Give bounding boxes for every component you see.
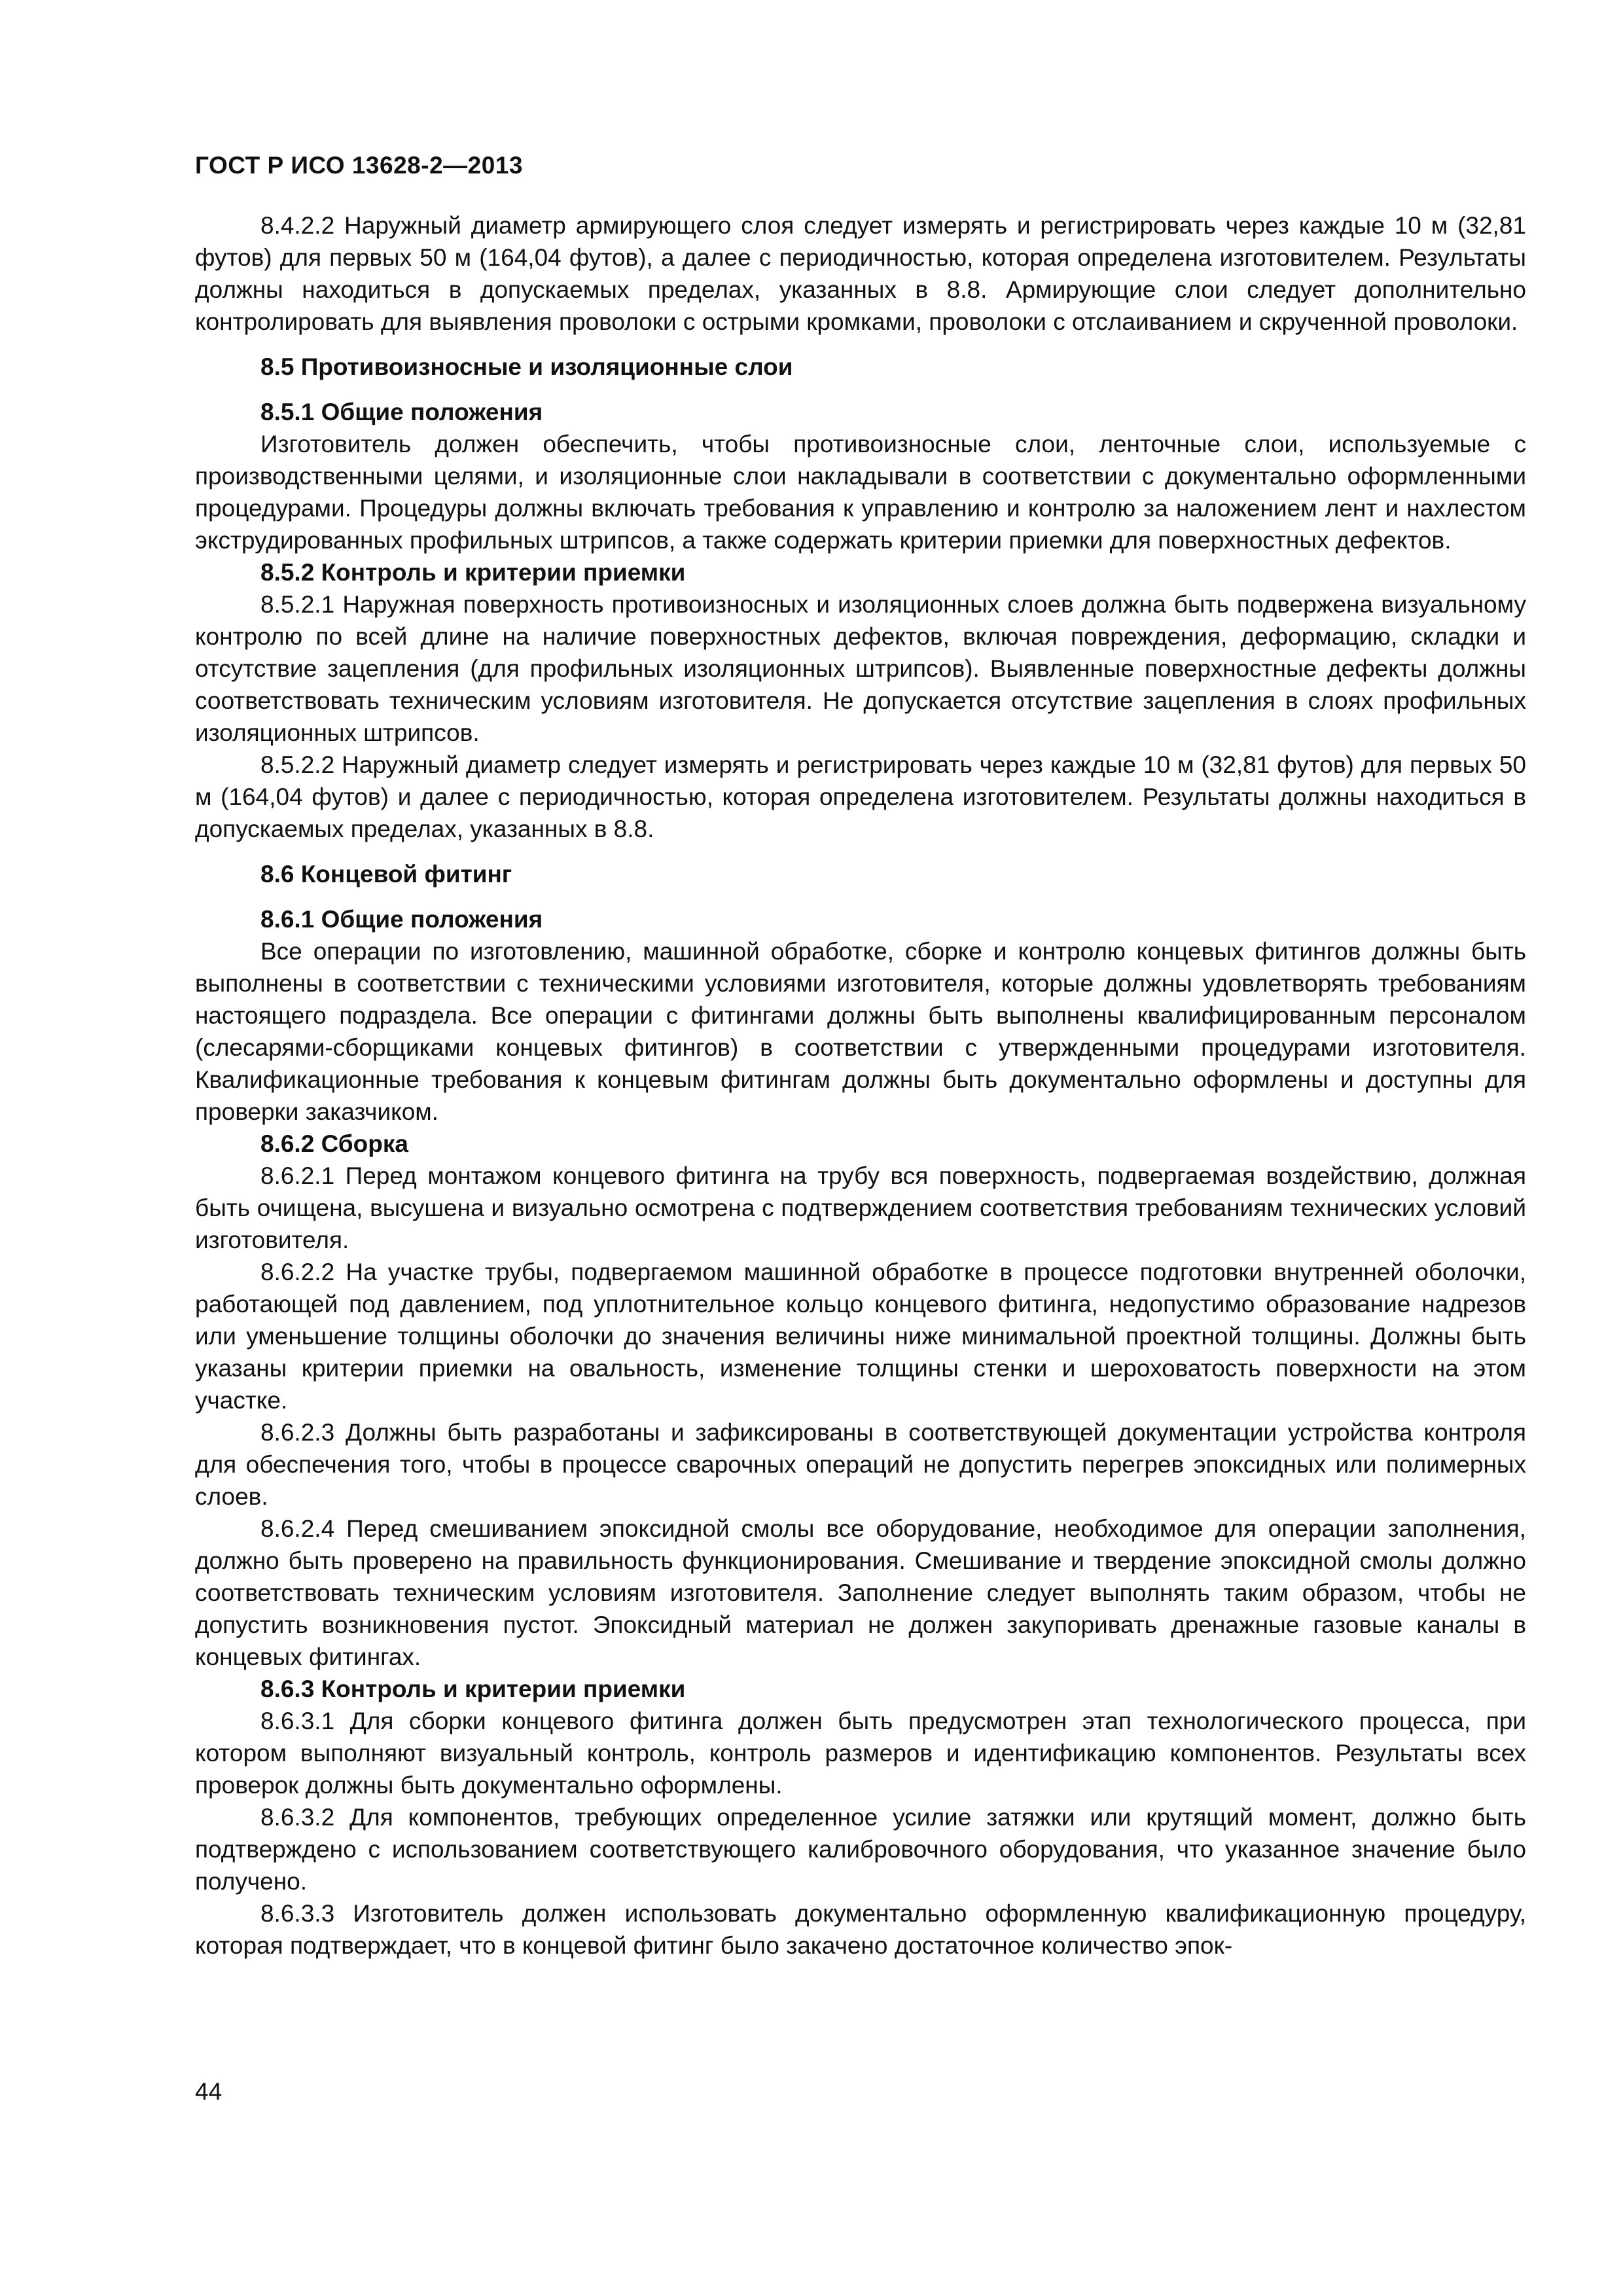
subsection-heading-8-5-2: 8.5.2 Контроль и критерии приемки: [260, 559, 686, 586]
paragraph-8-5-1: Изготовитель должен обеспечить, чтобы противоизносные слои, ленточные слои, используемые с производственными целями, и изоляционные слои накладывали в соответствии с документально оформленными процедурами. Процедуры должны включать требования к управлению и контролю за наложением лент и нахлестом экструдированных профильных штрипсов, а также содержать критерии приемки для поверхностных дефектов.: [195, 431, 1526, 554]
document-body: [195, 209, 1526, 1962]
paragraph-8-6-3-1: 8.6.3.1 Для сборки концевого фитинга должен быть предусмотрен этап технологического процесса, при котором выполняют визуальный контроль, контроль размеров и идентификацию компонентов. Результаты всех проверок должны быть документально оформлены.: [195, 1708, 1526, 1799]
paragraph-8-6-3-3: 8.6.3.3 Изготовитель должен использовать документально оформленную квалификационную процедуру, которая подтверждает, что в концевой фитинг было закачено достаточное количество эпок-: [195, 1900, 1526, 1959]
subsection-heading-8-5-1: 8.5.1 Общие положения: [260, 399, 543, 425]
section-heading-8-6: 8.6 Концевой фитинг: [260, 861, 512, 888]
paragraph-8-4-2-2: 8.4.2.2 Наружный диаметр армирующего слоя следует измерять и регистрировать через каждые 10 м (32,81 футов) для первых 50 м (164,04 футов), а далее с периодичностью, которая определена изготовителем. Результаты должны находиться в допускаемых пределах, указанных в 8.8. Армирующие слои следует дополнительно контролировать для выявления проволоки с острыми кромками, проволоки с отслаиванием и скрученной проволоки.: [195, 212, 1526, 335]
subsection-heading-8-6-3: 8.6.3 Контроль и критерии приемки: [260, 1676, 686, 1702]
section-heading-8-5: 8.5 Противоизносные и изоляционные слои: [260, 353, 793, 380]
paragraph-8-6-1: Все операции по изготовлению, машинной обработке, сборке и контролю концевых фитингов должны быть выполнены в соответствии с техническими условиями изготовителя, которые должны удовлетворять требованиям настоящего подраздела. Все операции с фитингами должны быть выполнены квалифицированным персоналом (слесарями-сборщиками концевых фитингов) в соответствии с утвержденными процедурами изготовителя. Квалификационные требования к концевым фитингам должны быть документально оформлены и доступны для проверки заказчиком.: [195, 938, 1526, 1125]
paragraph-8-6-2-1: 8.6.2.1 Перед монтажом концевого фитинга на трубу вся поверхность, подвергаемая воздействию, должная быть очищена, высушена и визуально осмотрена с подтверждением соответствия требованиям технических условий изготовителя.: [195, 1162, 1526, 1253]
paragraph-8-5-2-1: 8.5.2.1 Наружная поверхность противоизносных и изоляционных слоев должна быть подвержена визуальному контролю по всей длине на наличие поверхностных дефектов, включая повреждения, деформацию, складки и отсутствие зацепления (для профильных изоляционных штрипсов). Выявленные поверхностные дефекты должны соответствовать техническим условиям изготовителя. Не допускается отсутствие зацепления в слоях профильных изоляционных штрипсов.: [195, 591, 1526, 746]
page-number: 44: [195, 2078, 223, 2105]
standard-designation: ГОСТ Р ИСО 13628-2—2013: [195, 152, 523, 179]
paragraph-8-6-2-4: 8.6.2.4 Перед смешиванием эпоксидной смолы все оборудование, необходимое для операции заполнения, должно быть проверено на правильность функционирования. Смешивание и твердение эпоксидной смолы должно соответствовать техническим условиям изготовителя. Заполнение следует выполнять таким образом, чтобы не допустить возникновения пустот. Эпоксидный материал не должен закупоривать дренажные газовые каналы в концевых фитингах.: [195, 1515, 1526, 1670]
subsection-heading-8-6-1: 8.6.1 Общие положения: [260, 906, 543, 933]
paragraph-8-6-3-2: 8.6.3.2 Для компонентов, требующих определенное усилие затяжки или крутящий момент, должно быть подтверждено с использованием соответствующего калибровочного оборудования, что указанное значение было получено.: [195, 1804, 1526, 1895]
paragraph-8-6-2-2: 8.6.2.2 На участке трубы, подвергаемом машинной обработке в процессе подготовки внутренней оболочки, работающей под давлением, под уплотнительное кольцо концевого фитинга, недопустимо образование надрезов или уменьшение толщины оболочки до значения величины ниже минимальной проектной толщины. Должны быть указаны критерии приемки на овальность, изменение толщины стенки и шероховатость поверхности на этом участке.: [195, 1259, 1526, 1414]
subsection-heading-8-6-2: 8.6.2 Сборка: [260, 1130, 408, 1157]
paragraph-8-5-2-2: 8.5.2.2 Наружный диаметр следует измерять и регистрировать через каждые 10 м (32,81 футов) для первых 50 м (164,04 футов) и далее с периодичностью, которая определена изготовителем. Результаты должны находиться в допускаемых пределах, указанных в 8.8.: [195, 751, 1526, 842]
paragraph-8-6-2-3: 8.6.2.3 Должны быть разработаны и зафиксированы в соответствующей документации устройства контроля для обеспечения того, чтобы в процессе сварочных операций не допустить перегрев эпоксидных или полимерных слоев.: [195, 1419, 1526, 1510]
